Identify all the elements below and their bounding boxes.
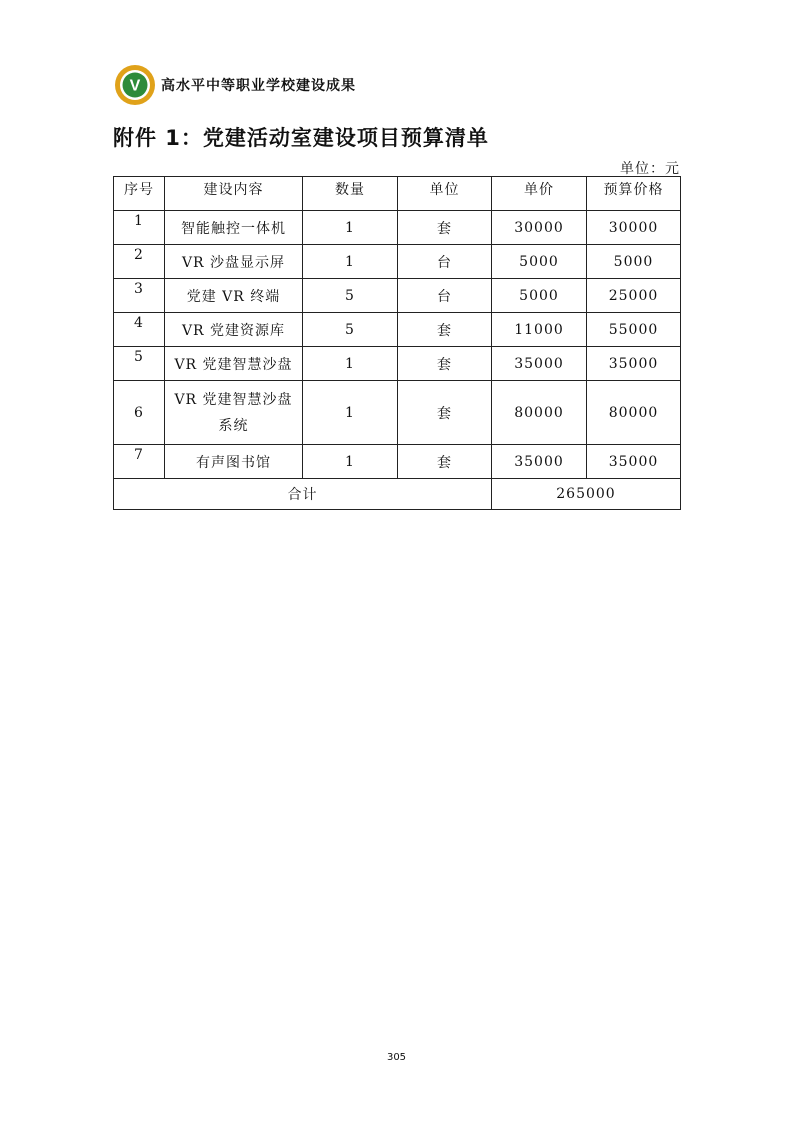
cell-quantity: 5 — [303, 313, 398, 347]
cell-seq: 6 — [114, 381, 165, 445]
page-header — [113, 62, 693, 108]
budget-table — [113, 176, 681, 510]
cell-seq: 7 — [114, 445, 165, 479]
table-row — [114, 347, 681, 381]
cell-content-line-1: VR 党建智慧沙盘 — [174, 391, 293, 408]
cell-quantity: 1 — [303, 211, 398, 245]
total-row — [114, 479, 681, 510]
cell-content: VR 党建资源库 — [165, 313, 303, 347]
cell-unit: 套 — [398, 445, 492, 479]
cell-content-line-2: 系统 — [218, 417, 249, 434]
header-content: 建设内容 — [165, 177, 303, 211]
cell-content: VR 党建智慧沙盘 — [165, 347, 303, 381]
cell-unit-price: 11000 — [492, 313, 587, 347]
cell-budget: 25000 — [587, 279, 681, 313]
table-row — [114, 245, 681, 279]
cell-seq: 2 — [114, 245, 165, 279]
cell-budget: 30000 — [587, 211, 681, 245]
cell-unit: 套 — [398, 381, 492, 445]
cell-unit-price: 80000 — [492, 381, 587, 445]
cell-budget: 35000 — [587, 445, 681, 479]
cell-budget: 55000 — [587, 313, 681, 347]
cell-unit: 台 — [398, 245, 492, 279]
cell-budget: 5000 — [587, 245, 681, 279]
table-row — [114, 445, 681, 479]
cell-budget: 80000 — [587, 381, 681, 445]
cell-content: VR 沙盘显示屏 — [165, 245, 303, 279]
document-title: 附件 1：党建活动室建设项目预算清单 — [113, 126, 489, 150]
cell-quantity: 1 — [303, 381, 398, 445]
total-label: 合计 — [114, 479, 492, 510]
cell-unit-price: 30000 — [492, 211, 587, 245]
header-budget: 预算价格 — [587, 177, 681, 211]
cell-unit-price: 5000 — [492, 245, 587, 279]
total-value: 265000 — [492, 479, 681, 510]
cell-unit: 套 — [398, 313, 492, 347]
header-unit: 单位 — [398, 177, 492, 211]
school-logo-icon — [113, 63, 157, 107]
cell-seq: 3 — [114, 279, 165, 313]
page-number: 305 — [386, 1052, 407, 1063]
header-seq: 序号 — [114, 177, 165, 211]
cell-unit: 套 — [398, 211, 492, 245]
cell-seq: 1 — [114, 211, 165, 245]
cell-unit-price: 35000 — [492, 347, 587, 381]
logo-letter: V — [129, 77, 141, 95]
cell-quantity: 1 — [303, 347, 398, 381]
cell-quantity: 5 — [303, 279, 398, 313]
header-quantity: 数量 — [303, 177, 398, 211]
table-row — [114, 381, 681, 445]
header-unit-price: 单价 — [492, 177, 587, 211]
cell-unit: 套 — [398, 347, 492, 381]
table-row — [114, 313, 681, 347]
header-title: 高水平中等职业学校建设成果 — [161, 78, 356, 94]
cell-quantity: 1 — [303, 245, 398, 279]
cell-content: 智能触控一体机 — [165, 211, 303, 245]
cell-content: 有声图书馆 — [165, 445, 303, 479]
cell-unit-price: 5000 — [492, 279, 587, 313]
cell-seq: 5 — [114, 347, 165, 381]
cell-unit: 台 — [398, 279, 492, 313]
cell-seq: 4 — [114, 313, 165, 347]
table-row — [114, 279, 681, 313]
cell-quantity: 1 — [303, 445, 398, 479]
cell-unit-price: 35000 — [492, 445, 587, 479]
cell-budget: 35000 — [587, 347, 681, 381]
unit-note: 单位：元 — [620, 161, 680, 177]
cell-content — [165, 381, 303, 445]
table-header-row — [114, 177, 681, 211]
cell-content: 党建 VR 终端 — [165, 279, 303, 313]
table-row — [114, 211, 681, 245]
